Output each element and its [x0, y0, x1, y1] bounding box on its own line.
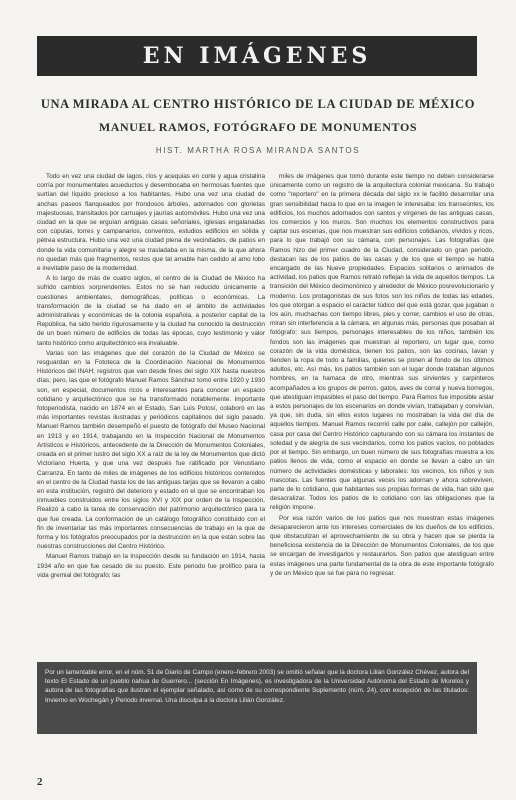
paragraph: Todo en vez una ciudad de lagos, ríos y acequias en corte y agua cristalina corría por monumentales acueductos y desembocaba en hermosas fuentes que surtían del líquido precioso a los habitantes. Hubo una vez una ciudad de anchas paseos flanqueados por frondosos árboles, adornados con glorietas majestuosas, transitados por carruajes y jaurías automóviles. Hubo una vez una ciudad en la que se erguían antiguas casas señoriales, iglesias engalanadas con cúpulas, torres y campanarios, conventos, estudios edificios en sólida y pétrea estructura. Hubo una vez una ciudad plena de vecindades, de patios en donde la vida comunitaria y alegre se trasladaba en la misma, de la que ahora no quedan más que fragmentos, restos que tal amable han cedido al amo lobo e inevitable paso de la modernidad. [37, 173, 265, 273]
paragraph: Por esa razón varios de los patios que nos muestran estas imágenes desaparecieron ante los intereses comerciales de los dueños de los edificios, que obstaculizan el aprovechamiento de su obra y hacen que se pierda la beneficiosa existencia de la Dirección de Monumentos Coloniales, de los que se encargan de investigarlos y restaurarlos. Son patios que atestiguan entre estas imágenes una parte fundamental de la obra de este importante fotógrafo y de un México que se fue para no regresar. [270, 514, 494, 577]
page-number: 2 [37, 776, 43, 788]
author-byline: HIST. MARTHA ROSA MIRANDA SANTOS [155, 146, 361, 155]
paragraph: Varias son las imágenes que del corazón de la Ciudad de México se resguardan en la Fototeca de la Coordinación Nacional de Monumentos Históricos del INAH; registros que van desde fines del siglo XIX hasta nuestros días; pero, las que el fotógrafo Manuel Ramos Sánchez tomó entre 1920 y 1930 son, en especial, documentos ricos e interesantes para conocer un espacio cotidiano y arquitectónico que se ha transformado notablemente. Importante fotoperiodista, nacido en 1874 en el Estado, San Luis Potosí, colaboró en las más importantes revistas ilustradas y periódicos capitalinos del siglo pasado. Manuel Ramos también desempeñó el puesto de fotógrafo del Museo Nacional en 1913 y en 1914, trabajando en la Inspección Nacional de Monumentos Artísticos e Históricos, antecedente de la Dirección de Monumentos Coloniales, creada en el primer lustro del siglo XX a raíz de la ley de Monumentos que dictó Victoriano Huerta, y que una vez después fue ratificado por Venustiano Carranza. En tanto de miles de imágenes de los edificios históricos contenidos en el centro de la Ciudad hasta los de las antiguas tarjas que se llevaron a cabo en esta institución, registró del deterioro y estado en el que se encontraban los inmuebles construidos entre los siglos XVI y XIX por orden de la Inspección. Realizó a cabo la tarea de conservación del patrimonio arquitectónico para la que fue creada. La conformación de un catálogo fotográfico constituido con el fin de inventariar las más importantes consecuencias de trabajo en la que de forma y los fotógrafos preocupados por la destrucción en la que están sobre las nuestras construcciones del Centro Histórico. [37, 349, 265, 551]
paragraph: A lo largo de más de cuatro siglos, el centro de la Ciudad de México ha sufrido cambios sorprendentes. Estos no se han reducido únicamente a cuestiones ambientales, demográficas, políticas o económicas. La transformación de la ciudad se ha dado en el ámbito de actividades administrativas y económicas de la colonia española, a posterior capital de la República, ha sido herido rigurosamente y la ciudad ha conocido la destrucción de un buen número de edificios de todas las épocas, cuyo testimonio y valor tanto histórico como arquitectónico era invaluable. [37, 275, 265, 347]
erratum-note: Por un lamentable error, en el núm. 51 de Diario de Campo (enero–febrero 2003) se omitió señalar que la doctora Lilián González Chévez, autora del texto El Estado de un pueblo nahua de Guerrero... (sección En Imágenes), es investigadora de la Universidad Autónoma del Estado de Morelos y autora de las fotografías que ilustran el ejemplar señalado, así como de su correspondiente Suplemento (núm. 24), con excepción de las titulados: Invierno en Wochegán y Periodo invernal. Una disculpa a la doctora Lilián González. [37, 662, 477, 734]
section-banner-title: EN IMÁGENES [142, 43, 372, 69]
paragraph: miles de imágenes que tomó durante este tiempo no deben considerarse únicamente como un registro de la arquitectura colonial mexicana. Su trabajo como "reportero" en la primera década del siglo xx le facilitó desarrollar una gran sensibilidad hacia lo que en la imagen le interesaba: los transeúntes, los edificios, los muchos adornados con santos y vírgenes de las antiguas casas, los comercios y los muros. Son muchos los elementos constructivos para captar sus escenas, que nos muestran sus edificios cotidianos, vívidos y ricos, para lo que trabajó con su cámara, con personajes. Las fotografías que Ramos hizo del primer cuadro de la Ciudad, considerado un gran periodo, destacan las de los patios de las casas y de los que el tiempo se había encargado de las Nueve propiedades. Espacios solitarios o animados de actividad, los patios que Ramos retrató reflejan la vida de aquellos tiempos. La transición del México decimonónico y alrededor de México posrevolucionario y moderno. Los protagonistas de sus fotos son los niños de todas las edades, los que otorgan a espacio el carácter lúdico del que está gozar, que jugaban o los aún, muchachas con tiempo libres, pies y correr, cambios el uso de otras, miran sin interferencia a la cámara, en algunas más, personas que posaban al fotógrafo: sus tiempos, personajes interesables de los niños, también los fondos son las imágenes que muestran al reportero, un lugar que, como corazón de la vida doméstica, tienen los patios, son las cocinas, lavan y tienden la ropa de todo a familias, quienes se ponen al fondo de los últimos adultos, etc. Así más, los patios también son el lugar donde trataban algunos hombres, en la hamaca de otro, mientras sus sirvientes y carpinteros acompañados a los grupos de perros, gatos, aves de corral y nueva borregos, que atestiguan impasibles el paso del tiempo. Para Ramos fue imposible aislar a estos personajes de los escenarios en donde vivían, trabajaban y convivían, ya que, sin duda, sin ellos estos lugares no mostraban la vida del día de aquellos tiempos. Manuel Ramos recorrió calle por calle, callejón por callejón, casa por casa del Centro Histórico capturando con su cámara los instantes de soledad y de alegría de sus vecindarios, como los patios vacíos, no poblados por el tiempo. Sin embargo, un buen número de sus fotografías muestra a los patios llenos de vida, como el espacio en donde se llevan a cabo un sin número de actividades domésticas y laborales: los vecinos, los niños y sus mascotas. Las fuentes que algunas veces los adornan y ahora sobreviven, parte de lo cotidiano, que habitantes sus propias formas de vida, han sido que desacralizar. Todos los patios de lo cotidiano con las obligaciones que la religión impone. [270, 173, 494, 512]
article-title: UNA MIRADA AL CENTRO HISTÓRICO DE LA CIUDAD DE MÉXICO [40, 97, 476, 111]
paragraph: Manuel Ramos trabajó en la Inspección desde su fundación en 1914, hasta 1934 año en que fue cesado de su puesto. Este periodo fue prolífico para la vida gremial del fotógrafo; las [37, 553, 265, 579]
section-banner [37, 36, 477, 76]
body-column-left [37, 172, 265, 600]
body-column-right [270, 172, 494, 614]
article-subtitle: MANUEL RAMOS, FOTÓGRAFO DE MONUMENTOS [98, 120, 418, 134]
